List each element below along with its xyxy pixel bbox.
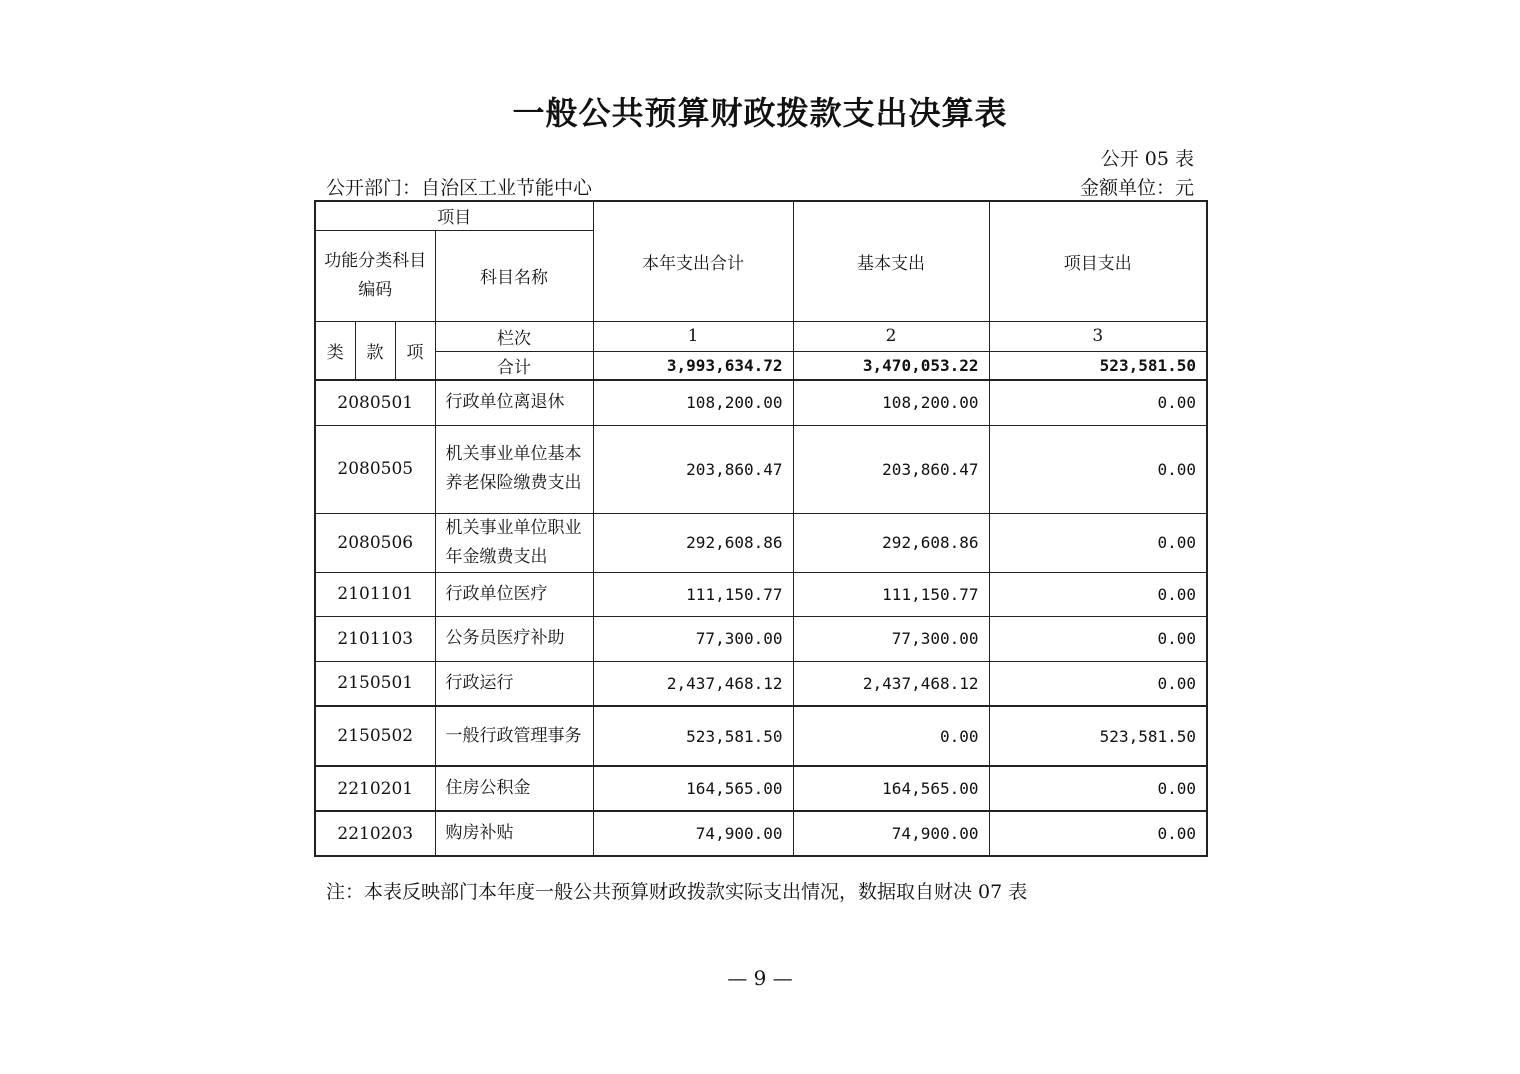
row-total: 164,565.00: [593, 766, 793, 811]
sum-basic: 3,470,053.22: [793, 351, 989, 380]
row-name: 购房补贴: [435, 811, 593, 856]
table-row: [315, 513, 1207, 572]
row-project: 0.00: [989, 661, 1207, 706]
sum-label: 合计: [435, 351, 593, 380]
row-project: 0.00: [989, 380, 1207, 425]
row-name: 行政单位离退休: [435, 380, 593, 425]
row-project: 0.00: [989, 766, 1207, 811]
department-label: 公开部门：自治区工业节能中心: [326, 177, 593, 199]
header-col2: 2: [793, 321, 989, 351]
row-basic: 164,565.00: [793, 766, 989, 811]
row-basic: 203,860.47: [793, 425, 989, 513]
row-project: 0.00: [989, 616, 1207, 661]
row-total: 74,900.00: [593, 811, 793, 856]
table-row: [315, 766, 1207, 811]
row-total: 203,860.47: [593, 425, 793, 513]
row-project: 0.00: [989, 425, 1207, 513]
table-row: [315, 811, 1207, 856]
table-row: [315, 616, 1207, 661]
row-code: 2210201: [315, 766, 435, 811]
row-basic: 2,437,468.12: [793, 661, 989, 706]
row-code: 2150502: [315, 706, 435, 766]
row-name: 住房公积金: [435, 766, 593, 811]
row-total: 108,200.00: [593, 380, 793, 425]
table-number: 公开 05 表: [1100, 148, 1194, 170]
sum-total: 3,993,634.72: [593, 351, 793, 380]
header-project: 项目支出: [989, 201, 1207, 321]
table-row: [315, 425, 1207, 513]
table-row: [315, 380, 1207, 425]
row-basic: 292,608.86: [793, 513, 989, 572]
row-total: 111,150.77: [593, 572, 793, 616]
row-name: 行政运行: [435, 661, 593, 706]
table-row: [315, 572, 1207, 616]
header-kuan: 款: [355, 321, 395, 380]
totals-row: [315, 351, 1207, 380]
footnote: 注：本表反映部门本年度一般公共预算财政拨款实际支出情况，数据取自财决 07 表: [326, 881, 1028, 903]
row-basic: 0.00: [793, 706, 989, 766]
table-row: [315, 661, 1207, 706]
row-total: 292,608.86: [593, 513, 793, 572]
row-total: 77,300.00: [593, 616, 793, 661]
row-name: 机关事业单位职业年金缴费支出: [435, 513, 593, 572]
row-project: 0.00: [989, 572, 1207, 616]
header-xiang: 项: [395, 321, 435, 380]
row-code: 2101101: [315, 572, 435, 616]
row-project: 0.00: [989, 513, 1207, 572]
table-row: [315, 706, 1207, 766]
budget-table: [314, 200, 1208, 857]
row-total: 523,581.50: [593, 706, 793, 766]
header-col3: 3: [989, 321, 1207, 351]
row-basic: 108,200.00: [793, 380, 989, 425]
header-lei: 类: [315, 321, 355, 380]
header-row-columns: [315, 321, 1207, 351]
row-name: 行政单位医疗: [435, 572, 593, 616]
header-row-item: [315, 201, 1207, 230]
row-code: 2080501: [315, 380, 435, 425]
page-number: — 9 —: [727, 966, 793, 990]
header-col-label: 栏次: [435, 321, 593, 351]
page-title: 一般公共预算财政拨款支出决算表: [512, 94, 1008, 132]
row-code: 2210203: [315, 811, 435, 856]
sum-project: 523,581.50: [989, 351, 1207, 380]
header-basic: 基本支出: [793, 201, 989, 321]
row-basic: 111,150.77: [793, 572, 989, 616]
row-code: 2150501: [315, 661, 435, 706]
header-total: 本年支出合计: [593, 201, 793, 321]
row-name: 机关事业单位基本养老保险缴费支出: [435, 425, 593, 513]
unit-label: 金额单位：元: [1079, 177, 1194, 199]
row-code: 2080505: [315, 425, 435, 513]
header-item: 项目: [315, 201, 593, 230]
row-code: 2080506: [315, 513, 435, 572]
header-subject-name: 科目名称: [435, 230, 593, 321]
row-basic: 74,900.00: [793, 811, 989, 856]
row-name: 一般行政管理事务: [435, 706, 593, 766]
row-code: 2101103: [315, 616, 435, 661]
row-total: 2,437,468.12: [593, 661, 793, 706]
row-project: 523,581.50: [989, 706, 1207, 766]
row-project: 0.00: [989, 811, 1207, 856]
row-basic: 77,300.00: [793, 616, 989, 661]
row-name: 公务员医疗补助: [435, 616, 593, 661]
header-col1: 1: [593, 321, 793, 351]
header-func-code: 功能分类科目编码: [315, 230, 435, 321]
